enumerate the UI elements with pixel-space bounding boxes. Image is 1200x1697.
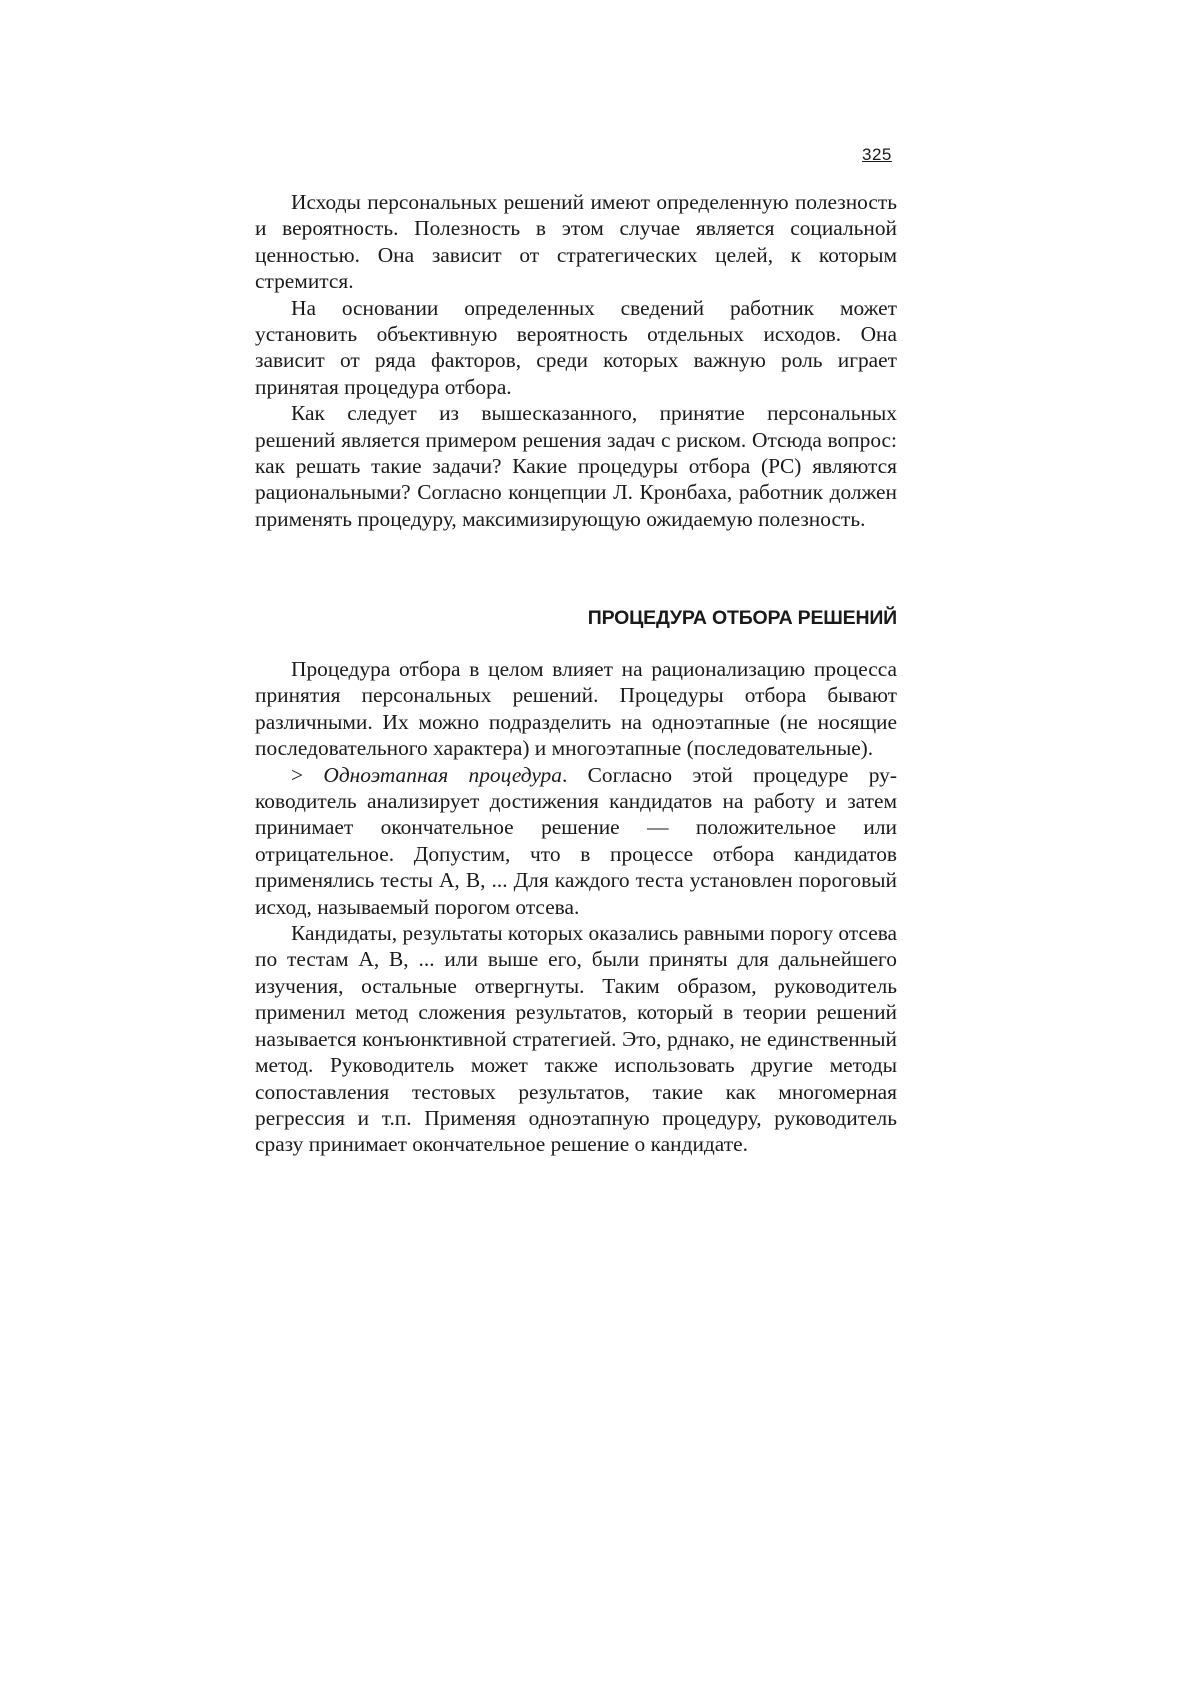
paragraph: Кандидаты, результаты которых оказались равными порогу отсева по тестам А, В, ... или выше его, были приняты для дальнейшего изучения, остальные отвергнуты. Таким образом, руководитель применил метод сложения результатов, который в теории решений называется конъюнктивной стратегией. Это, рднако, не единственный метод. Руководитель может также использовать другие методы сопоставления тестовых результатов, такие как многомерная регрессия и т.п. Применяя одноэтапную процедуру, руководитель сразу принимает окончательное решение о кандидате.: [255, 921, 898, 1157]
paragraph-body: . Согласно этой процедуре руководитель анализирует достижения кандидатов на работу и затем принимает окончательное решение — положительное или отрицательное. Допустим, что в процессе отбора кандидатов применялись тесты А, В, ... Для каждого теста установлен пороговый исход, называемый порогом отсева.: [255, 762, 897, 919]
paragraph: Исходы персональных решений имеют определенную полезность и вероятность. Полезность в этом случае является социальной ценностью. Она зависит от стратегических целей, к которым стремится.: [255, 190, 897, 294]
paragraph: Процедура отбора в целом влияет на рационализацию процесса принятия персональных решений. Процедуры отбора бывают различными. Их можно подразделить на одноэтапные (не носящие последовательного характера) и многоэтапные (последовательные).: [255, 657, 897, 761]
paragraph: На основании определенных сведений работник может установить объективную вероятность отдельных исходов. Она зависит от ряда факторов, среди которых важную роль играет принятая процедура отбора.: [255, 295, 897, 399]
paragraph-single-stage: [255, 762, 897, 920]
bullet-marker: >: [291, 762, 324, 787]
section-heading: ПРОЦЕДУРА ОТБОРА РЕШЕНИЙ: [587, 607, 897, 629]
paragraph: Как следует из вышесказанного, принятие персональных решений является примером решения задач с риском. Отсюда вопрос: как решать такие задачи? Какие процедуры отбора (PC) являются рациональными? Согласно концепции Л. Кронбаха, работник должен применять процедуру, максимизирующую ожидаемую полезность.: [255, 401, 897, 531]
intro-text: [255, 189, 897, 532]
page-number: 325: [862, 145, 892, 164]
term-single-stage-procedure: Одноэтапная процедура: [323, 762, 562, 787]
section-text: [255, 656, 897, 1158]
